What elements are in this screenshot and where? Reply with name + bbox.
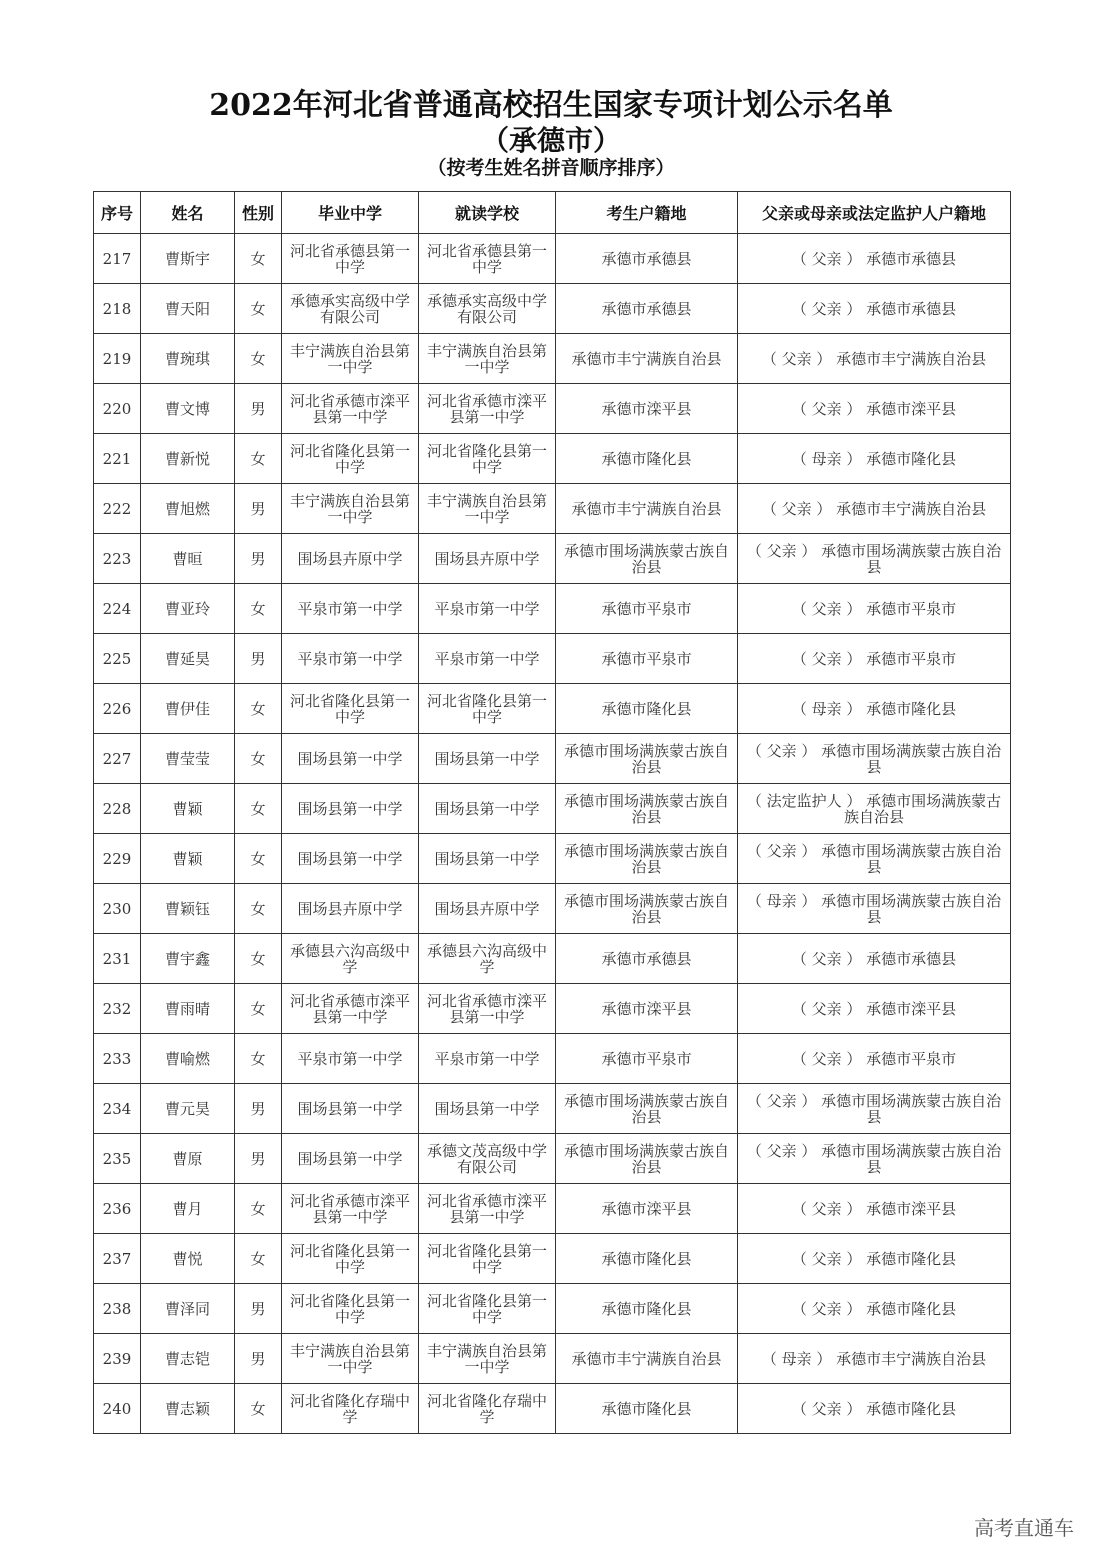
cell-name: 曹文博	[141, 384, 235, 434]
cell-gender: 女	[235, 684, 282, 734]
cell-graduation-school: 承德县六沟高级中学	[282, 934, 419, 984]
cell-student-hukou: 承德市平泉市	[556, 1034, 738, 1084]
cell-index: 219	[94, 334, 141, 384]
cell-graduation-school: 围场县第一中学	[282, 784, 419, 834]
cell-gender: 男	[235, 1334, 282, 1384]
cell-student-hukou: 承德市承德县	[556, 284, 738, 334]
table-row	[94, 1234, 1011, 1284]
cell-guardian-hukou: （ 父亲 ） 承德市滦平县	[738, 984, 1011, 1034]
cell-gender: 男	[235, 1284, 282, 1334]
cell-current-school: 河北省承德市滦平县第一中学	[419, 1184, 556, 1234]
cell-student-hukou: 承德市承德县	[556, 234, 738, 284]
document-title: 2022年河北省普通高校招生国家专项计划公示名单	[209, 88, 893, 123]
cell-index: 238	[94, 1284, 141, 1334]
cell-current-school: 丰宁满族自治县第一中学	[419, 1334, 556, 1384]
cell-name: 曹颖钰	[141, 884, 235, 934]
cell-graduation-school: 承德承实高级中学有限公司	[282, 284, 419, 334]
cell-name: 曹颖	[141, 834, 235, 884]
table-row	[94, 1284, 1011, 1334]
cell-gender: 女	[235, 434, 282, 484]
cell-current-school: 承德承实高级中学有限公司	[419, 284, 556, 334]
cell-name: 曹雨晴	[141, 984, 235, 1034]
col-header-name: 姓名	[141, 192, 235, 234]
document-subtitle: （承德市）	[480, 124, 621, 157]
cell-current-school: 围场县第一中学	[419, 784, 556, 834]
cell-index: 230	[94, 884, 141, 934]
cell-gender: 男	[235, 534, 282, 584]
table-row	[94, 234, 1011, 284]
table-row	[94, 384, 1011, 434]
table-row	[94, 334, 1011, 384]
cell-current-school: 河北省隆化县第一中学	[419, 1234, 556, 1284]
cell-guardian-hukou: （ 父亲 ） 承德市滦平县	[738, 1184, 1011, 1234]
admission-list-table	[93, 191, 1011, 1434]
cell-gender: 女	[235, 334, 282, 384]
cell-gender: 女	[235, 1384, 282, 1434]
cell-gender: 男	[235, 484, 282, 534]
table-row	[94, 884, 1011, 934]
cell-current-school: 河北省承德市滦平县第一中学	[419, 384, 556, 434]
cell-current-school: 围场县第一中学	[419, 1084, 556, 1134]
table-row	[94, 984, 1011, 1034]
cell-guardian-hukou: （ 父亲 ） 承德市承德县	[738, 284, 1011, 334]
cell-student-hukou: 承德市围场满族蒙古族自治县	[556, 834, 738, 884]
cell-current-school: 河北省隆化县第一中学	[419, 1284, 556, 1334]
cell-name: 曹天阳	[141, 284, 235, 334]
cell-guardian-hukou: （ 父亲 ） 承德市承德县	[738, 234, 1011, 284]
table-row	[94, 784, 1011, 834]
cell-graduation-school: 围场县第一中学	[282, 734, 419, 784]
cell-name: 曹斯宇	[141, 234, 235, 284]
cell-graduation-school: 河北省隆化县第一中学	[282, 684, 419, 734]
table-row	[94, 734, 1011, 784]
cell-name: 曹泽同	[141, 1284, 235, 1334]
cell-gender: 女	[235, 884, 282, 934]
cell-gender: 女	[235, 284, 282, 334]
cell-index: 224	[94, 584, 141, 634]
cell-gender: 女	[235, 234, 282, 284]
cell-current-school: 承德县六沟高级中学	[419, 934, 556, 984]
cell-guardian-hukou: （ 父亲 ） 承德市围场满族蒙古族自治县	[738, 734, 1011, 784]
cell-guardian-hukou: （ 母亲 ） 承德市隆化县	[738, 434, 1011, 484]
cell-current-school: 河北省隆化县第一中学	[419, 434, 556, 484]
cell-gender: 男	[235, 384, 282, 434]
cell-student-hukou: 承德市滦平县	[556, 984, 738, 1034]
cell-student-hukou: 承德市隆化县	[556, 434, 738, 484]
cell-student-hukou: 承德市隆化县	[556, 684, 738, 734]
table-row	[94, 1184, 1011, 1234]
cell-gender: 女	[235, 584, 282, 634]
cell-gender: 女	[235, 1234, 282, 1284]
cell-gender: 男	[235, 634, 282, 684]
cell-index: 223	[94, 534, 141, 584]
table-row	[94, 934, 1011, 984]
cell-guardian-hukou: （ 母亲 ） 承德市丰宁满族自治县	[738, 1334, 1011, 1384]
col-header-graduation-school: 毕业中学	[282, 192, 419, 234]
cell-graduation-school: 河北省隆化存瑞中学	[282, 1384, 419, 1434]
col-header-index: 序号	[94, 192, 141, 234]
cell-guardian-hukou: （ 父亲 ） 承德市平泉市	[738, 634, 1011, 684]
cell-student-hukou: 承德市平泉市	[556, 634, 738, 684]
cell-student-hukou: 承德市围场满族蒙古族自治县	[556, 884, 738, 934]
cell-student-hukou: 承德市围场满族蒙古族自治县	[556, 1084, 738, 1134]
cell-name: 曹琬琪	[141, 334, 235, 384]
cell-student-hukou: 承德市围场满族蒙古族自治县	[556, 1134, 738, 1184]
cell-index: 237	[94, 1234, 141, 1284]
cell-guardian-hukou: （ 父亲 ） 承德市滦平县	[738, 384, 1011, 434]
cell-guardian-hukou: （ 父亲 ） 承德市丰宁满族自治县	[738, 334, 1011, 384]
cell-guardian-hukou: （ 父亲 ） 承德市平泉市	[738, 1034, 1011, 1084]
cell-guardian-hukou: （ 父亲 ） 承德市隆化县	[738, 1234, 1011, 1284]
cell-current-school: 丰宁满族自治县第一中学	[419, 484, 556, 534]
cell-index: 225	[94, 634, 141, 684]
cell-student-hukou: 承德市丰宁满族自治县	[556, 1334, 738, 1384]
cell-student-hukou: 承德市承德县	[556, 934, 738, 984]
cell-gender: 女	[235, 734, 282, 784]
cell-index: 240	[94, 1384, 141, 1434]
cell-graduation-school: 河北省承德市滦平县第一中学	[282, 984, 419, 1034]
cell-current-school: 丰宁满族自治县第一中学	[419, 334, 556, 384]
cell-name: 曹志颖	[141, 1384, 235, 1434]
cell-graduation-school: 河北省承德市滦平县第一中学	[282, 1184, 419, 1234]
cell-index: 233	[94, 1034, 141, 1084]
table-row	[94, 434, 1011, 484]
cell-student-hukou: 承德市滦平县	[556, 1184, 738, 1234]
cell-graduation-school: 河北省隆化县第一中学	[282, 1234, 419, 1284]
cell-student-hukou: 承德市隆化县	[556, 1284, 738, 1334]
table-row	[94, 584, 1011, 634]
cell-graduation-school: 河北省隆化县第一中学	[282, 434, 419, 484]
cell-student-hukou: 承德市隆化县	[556, 1234, 738, 1284]
cell-guardian-hukou: （ 母亲 ） 承德市围场满族蒙古族自治县	[738, 884, 1011, 934]
cell-name: 曹延昊	[141, 634, 235, 684]
cell-name: 曹月	[141, 1184, 235, 1234]
col-header-student-hukou: 考生户籍地	[556, 192, 738, 234]
cell-gender: 女	[235, 934, 282, 984]
cell-student-hukou: 承德市围场满族蒙古族自治县	[556, 784, 738, 834]
cell-current-school: 河北省隆化存瑞中学	[419, 1384, 556, 1434]
cell-gender: 女	[235, 984, 282, 1034]
cell-name: 曹旭燃	[141, 484, 235, 534]
watermark-text: 高考直通车	[974, 1516, 1074, 1540]
cell-graduation-school: 丰宁满族自治县第一中学	[282, 484, 419, 534]
cell-current-school: 河北省承德市滦平县第一中学	[419, 984, 556, 1034]
cell-graduation-school: 围场县第一中学	[282, 834, 419, 884]
cell-current-school: 河北省隆化县第一中学	[419, 684, 556, 734]
cell-index: 229	[94, 834, 141, 884]
cell-graduation-school: 丰宁满族自治县第一中学	[282, 334, 419, 384]
cell-index: 220	[94, 384, 141, 434]
cell-name: 曹喻燃	[141, 1034, 235, 1084]
cell-graduation-school: 河北省承德市滦平县第一中学	[282, 384, 419, 434]
cell-name: 曹悦	[141, 1234, 235, 1284]
cell-index: 231	[94, 934, 141, 984]
cell-index: 232	[94, 984, 141, 1034]
cell-current-school: 承德文茂高级中学有限公司	[419, 1134, 556, 1184]
cell-student-hukou: 承德市滦平县	[556, 384, 738, 434]
cell-current-school: 平泉市第一中学	[419, 1034, 556, 1084]
cell-gender: 女	[235, 1034, 282, 1084]
cell-current-school: 围场县卉原中学	[419, 884, 556, 934]
cell-name: 曹莹莹	[141, 734, 235, 784]
cell-graduation-school: 平泉市第一中学	[282, 1034, 419, 1084]
cell-index: 221	[94, 434, 141, 484]
table-row	[94, 1384, 1011, 1434]
table-row	[94, 834, 1011, 884]
table-header-row	[94, 192, 1011, 234]
table-body	[94, 234, 1011, 1434]
cell-name: 曹颖	[141, 784, 235, 834]
cell-gender: 女	[235, 784, 282, 834]
col-header-gender: 性别	[235, 192, 282, 234]
cell-index: 234	[94, 1084, 141, 1134]
table-row	[94, 634, 1011, 684]
cell-current-school: 河北省承德县第一中学	[419, 234, 556, 284]
cell-guardian-hukou: （ 父亲 ） 承德市围场满族蒙古族自治县	[738, 534, 1011, 584]
cell-graduation-school: 围场县第一中学	[282, 1134, 419, 1184]
cell-name: 曹亚玲	[141, 584, 235, 634]
cell-graduation-school: 平泉市第一中学	[282, 634, 419, 684]
cell-index: 236	[94, 1184, 141, 1234]
cell-guardian-hukou: （ 父亲 ） 承德市隆化县	[738, 1284, 1011, 1334]
table-row	[94, 1334, 1011, 1384]
cell-gender: 男	[235, 1084, 282, 1134]
cell-gender: 女	[235, 834, 282, 884]
table-row	[94, 1084, 1011, 1134]
cell-graduation-school: 河北省隆化县第一中学	[282, 1284, 419, 1334]
cell-name: 曹晅	[141, 534, 235, 584]
cell-student-hukou: 承德市平泉市	[556, 584, 738, 634]
cell-guardian-hukou: （ 法定监护人 ） 承德市围场满族蒙古族自治县	[738, 784, 1011, 834]
table-row	[94, 1034, 1011, 1084]
cell-guardian-hukou: （ 母亲 ） 承德市隆化县	[738, 684, 1011, 734]
cell-index: 222	[94, 484, 141, 534]
cell-index: 226	[94, 684, 141, 734]
sort-note: （按考生姓名拼音顺序排序）	[427, 157, 675, 179]
cell-name: 曹志铠	[141, 1334, 235, 1384]
cell-gender: 男	[235, 1134, 282, 1184]
table-row	[94, 484, 1011, 534]
cell-guardian-hukou: （ 父亲 ） 承德市承德县	[738, 934, 1011, 984]
cell-guardian-hukou: （ 父亲 ） 承德市围场满族蒙古族自治县	[738, 1084, 1011, 1134]
cell-graduation-school: 围场县卉原中学	[282, 884, 419, 934]
cell-guardian-hukou: （ 父亲 ） 承德市丰宁满族自治县	[738, 484, 1011, 534]
cell-graduation-school: 河北省承德县第一中学	[282, 234, 419, 284]
cell-name: 曹伊佳	[141, 684, 235, 734]
cell-index: 217	[94, 234, 141, 284]
cell-gender: 女	[235, 1184, 282, 1234]
cell-guardian-hukou: （ 父亲 ） 承德市隆化县	[738, 1384, 1011, 1434]
cell-graduation-school: 围场县第一中学	[282, 1084, 419, 1134]
cell-student-hukou: 承德市围场满族蒙古族自治县	[556, 534, 738, 584]
cell-name: 曹元昊	[141, 1084, 235, 1134]
cell-index: 218	[94, 284, 141, 334]
cell-current-school: 围场县卉原中学	[419, 534, 556, 584]
cell-name: 曹新悦	[141, 434, 235, 484]
cell-current-school: 平泉市第一中学	[419, 634, 556, 684]
cell-guardian-hukou: （ 父亲 ） 承德市平泉市	[738, 584, 1011, 634]
cell-current-school: 围场县第一中学	[419, 734, 556, 784]
cell-current-school: 平泉市第一中学	[419, 584, 556, 634]
cell-student-hukou: 承德市丰宁满族自治县	[556, 484, 738, 534]
cell-index: 235	[94, 1134, 141, 1184]
cell-graduation-school: 平泉市第一中学	[282, 584, 419, 634]
table-row	[94, 284, 1011, 334]
table-row	[94, 534, 1011, 584]
table-row	[94, 1134, 1011, 1184]
cell-index: 227	[94, 734, 141, 784]
table-row	[94, 684, 1011, 734]
cell-guardian-hukou: （ 父亲 ） 承德市围场满族蒙古族自治县	[738, 1134, 1011, 1184]
cell-student-hukou: 承德市丰宁满族自治县	[556, 334, 738, 384]
cell-index: 239	[94, 1334, 141, 1384]
col-header-current-school: 就读学校	[419, 192, 556, 234]
cell-current-school: 围场县第一中学	[419, 834, 556, 884]
cell-student-hukou: 承德市隆化县	[556, 1384, 738, 1434]
cell-student-hukou: 承德市围场满族蒙古族自治县	[556, 734, 738, 784]
cell-name: 曹宇鑫	[141, 934, 235, 984]
col-header-guardian-hukou: 父亲或母亲或法定监护人户籍地	[738, 192, 1011, 234]
cell-graduation-school: 丰宁满族自治县第一中学	[282, 1334, 419, 1384]
cell-name: 曹原	[141, 1134, 235, 1184]
cell-guardian-hukou: （ 父亲 ） 承德市围场满族蒙古族自治县	[738, 834, 1011, 884]
cell-graduation-school: 围场县卉原中学	[282, 534, 419, 584]
cell-index: 228	[94, 784, 141, 834]
